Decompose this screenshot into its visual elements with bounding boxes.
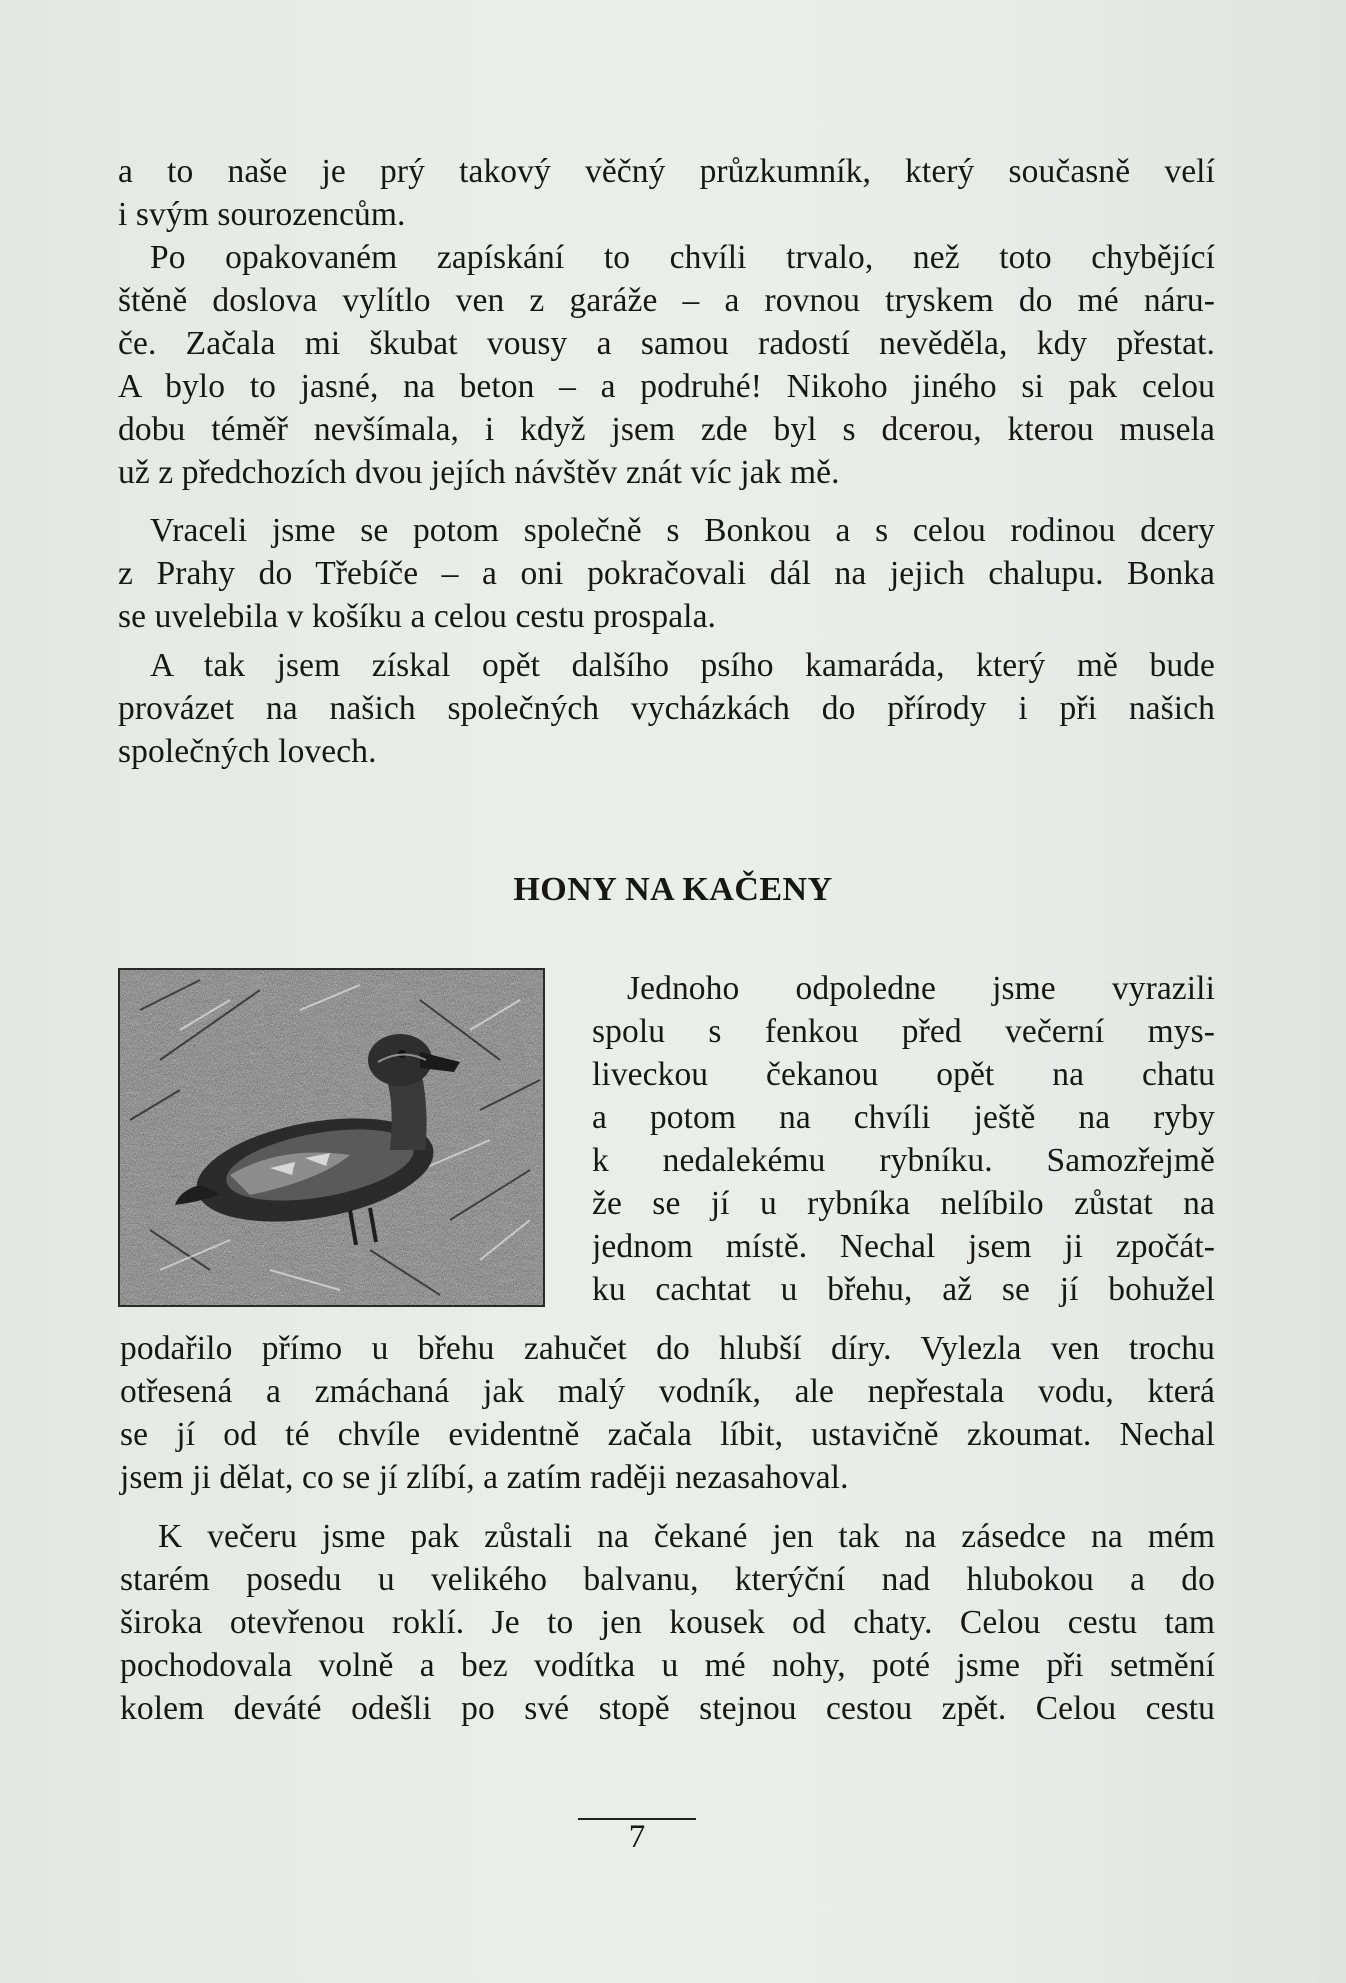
text-line: už z předchozích dvou jejích návštěv znát víc jak mě. bbox=[118, 454, 840, 491]
text-line: otřesená a zmáchaná jak malý vodník, ale nepřestala vodu, která bbox=[120, 1373, 1215, 1410]
text-line: dobu téměř nevšímala, i když jsem zde byl s dcerou, kterou musela bbox=[118, 411, 1215, 448]
text-line: kolem deváté odešli po své stopě stejnou cestou zpět. Celou cestu bbox=[120, 1690, 1215, 1727]
text-line: štěně doslova vylítlo ven z garáže – a rovnou tryskem do mé náru- bbox=[118, 282, 1215, 319]
text-line: i svým sourozencům. bbox=[118, 196, 406, 233]
duck-photo bbox=[118, 968, 545, 1307]
text-line: k nedalekému rybníku. Samozřejmě bbox=[592, 1142, 1215, 1179]
text-line: A tak jsem získal opět dalšího psího kamaráda, který mě bude bbox=[150, 647, 1215, 684]
text-line: pochodovala volně a bez vodítka u mé nohy, poté jsme při setmění bbox=[120, 1647, 1215, 1684]
text-line: a to naše je prý takový věčný průzkumník, který současně velí bbox=[118, 153, 1215, 190]
text-line: provázet na našich společných vycházkách do přírody i při našich bbox=[118, 690, 1215, 727]
duck-photo-image bbox=[120, 970, 543, 1305]
text-line: spolu s fenkou před večerní mys- bbox=[592, 1013, 1215, 1050]
text-line: starém posedu u velikého balvanu, kterýční nad hlubokou a do bbox=[120, 1561, 1215, 1598]
text-line: liveckou čekanou opět na chatu bbox=[592, 1056, 1215, 1093]
text-line: a potom na chvíli ještě na ryby bbox=[592, 1099, 1215, 1136]
text-line: če. Začala mi škubat vousy a samou radostí nevěděla, kdy přestat. bbox=[118, 325, 1215, 362]
text-line: A bylo to jasné, na beton – a podruhé! Nikoho jiného si pak celou bbox=[118, 368, 1215, 405]
text-line: ku cachtat u břehu, až se jí bohužel bbox=[592, 1271, 1215, 1308]
text-line: Jednoho odpoledne jsme vyrazili bbox=[627, 970, 1215, 1007]
text-line: podařilo přímo u břehu zahučet do hlubší díry. Vylezla ven trochu bbox=[120, 1330, 1215, 1367]
text-line: Vraceli jsme se potom společně s Bonkou a s celou rodinou dcery bbox=[150, 512, 1215, 549]
text-line: se jí od té chvíle evidentně začala líbit, ustavičně zkoumat. Nechal bbox=[120, 1416, 1215, 1453]
text-line: K večeru jsme pak zůstali na čekané jen tak na zásedce na mém bbox=[158, 1518, 1215, 1555]
text-line: z Prahy do Třebíče – a oni pokračovali dál na jejich chalupu. Bonka bbox=[118, 555, 1215, 592]
page-number: 7 bbox=[628, 1819, 646, 1855]
text-line: se uvelebila v košíku a celou cestu prospala. bbox=[118, 598, 717, 635]
text-line: že se jí u rybníka nelíbilo zůstat na bbox=[592, 1185, 1215, 1222]
text-line: Po opakovaném zapískání to chvíli trvalo, než toto chybějící bbox=[150, 239, 1215, 276]
text-line: jednom místě. Nechal jsem ji zpočát- bbox=[592, 1228, 1215, 1265]
text-line: jsem ji dělat, co se jí zlíbí, a zatím raději nezasahoval. bbox=[120, 1459, 849, 1496]
section-title: HONY NA KAČENY bbox=[513, 871, 833, 908]
text-line: společných lovech. bbox=[118, 733, 377, 770]
text-line: široka otevřenou roklí. Je to jen kousek od chaty. Celou cestu tam bbox=[120, 1604, 1215, 1641]
